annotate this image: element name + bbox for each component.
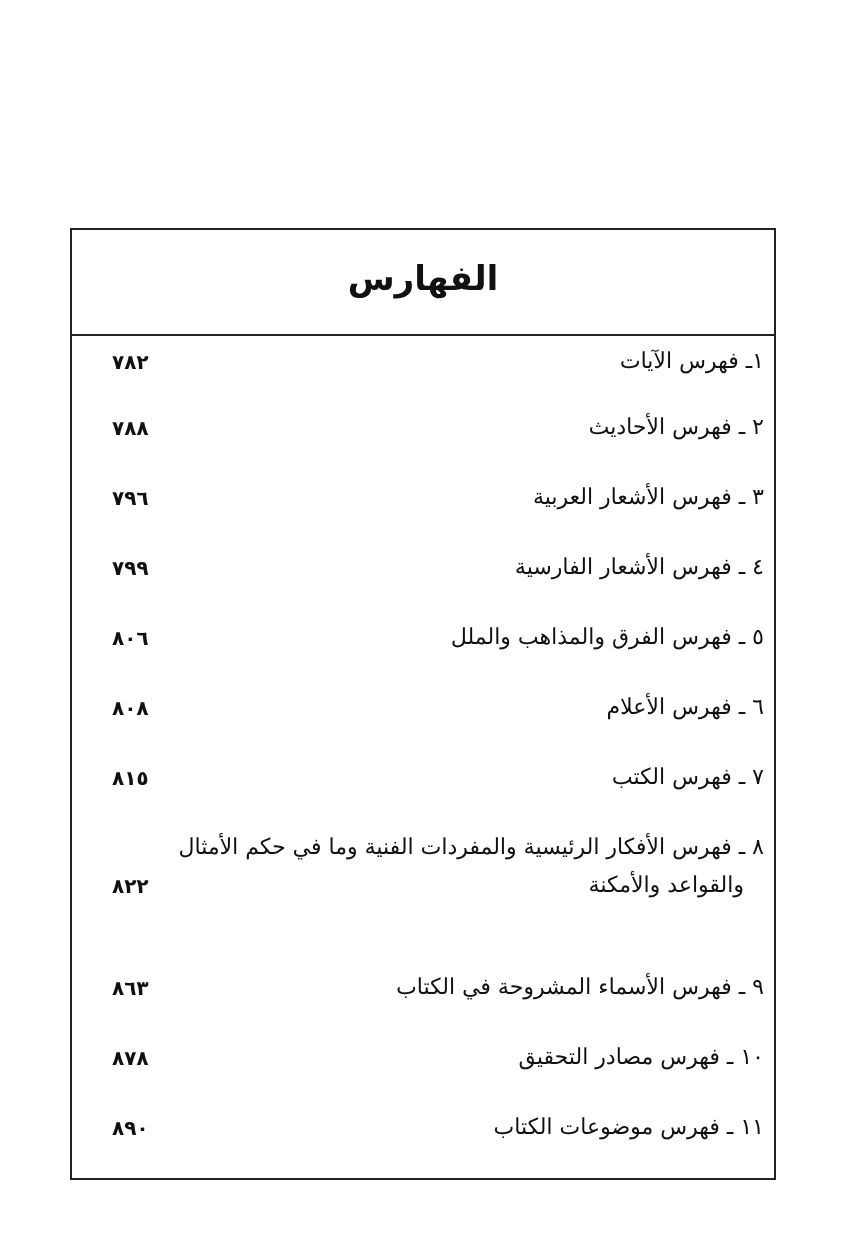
index-entry <box>72 548 774 588</box>
entry-page-number: ٧٨٨ <box>112 416 149 440</box>
index-table <box>70 228 776 1180</box>
entry-label: ٧ ـ فهرس الكتب <box>611 765 764 790</box>
index-entry <box>72 408 774 448</box>
index-entries <box>72 334 774 1178</box>
index-entry <box>72 828 774 908</box>
index-entry <box>72 688 774 728</box>
entry-page-number: ٧٨٢ <box>112 350 149 374</box>
entry-label: ٥ ـ فهرس الفرق والمذاهب والملل <box>450 625 764 650</box>
index-entry <box>72 1038 774 1078</box>
index-entry <box>72 342 774 382</box>
entry-page-number: ٨٠٦ <box>112 626 149 650</box>
entry-page-number: ٨٢٢ <box>112 874 149 898</box>
entry-label-continuation: والقواعد والأمكنة <box>588 873 744 898</box>
index-header <box>72 230 774 336</box>
entry-page-number: ٨٦٣ <box>112 976 149 1000</box>
entry-label: ١١ ـ فهرس موضوعات الكتاب <box>493 1115 764 1140</box>
entry-page-number: ٨٩٠ <box>112 1116 149 1140</box>
entry-page-number: ٧٩٦ <box>112 486 149 510</box>
entry-label: ١ـ فهرس الآيات <box>619 349 764 374</box>
index-entry <box>72 1108 774 1148</box>
entry-label: ٩ ـ فهرس الأسماء المشروحة في الكتاب <box>396 975 764 1000</box>
index-entry <box>72 968 774 1008</box>
entry-page-number: ٨١٥ <box>112 766 149 790</box>
entry-page-number: ٨٠٨ <box>112 696 149 720</box>
index-entry <box>72 618 774 658</box>
index-entry <box>72 758 774 798</box>
entry-label: ٨ ـ فهرس الأفكار الرئيسية والمفردات الفنية وما في حكم الأمثال <box>178 835 764 860</box>
entry-page-number: ٨٧٨ <box>112 1046 149 1070</box>
entry-label: ١٠ ـ فهرس مصادر التحقيق <box>518 1045 764 1070</box>
index-entry <box>72 478 774 518</box>
page-title: الفهارس <box>347 259 499 299</box>
entry-label: ٦ ـ فهرس الأعلام <box>606 695 764 720</box>
entry-label: ٤ ـ فهرس الأشعار الفارسية <box>514 555 764 580</box>
entry-page-number: ٧٩٩ <box>112 556 149 580</box>
entry-label: ٢ ـ فهرس الأحاديث <box>588 415 764 440</box>
entry-label: ٣ ـ فهرس الأشعار العربية <box>532 485 764 510</box>
